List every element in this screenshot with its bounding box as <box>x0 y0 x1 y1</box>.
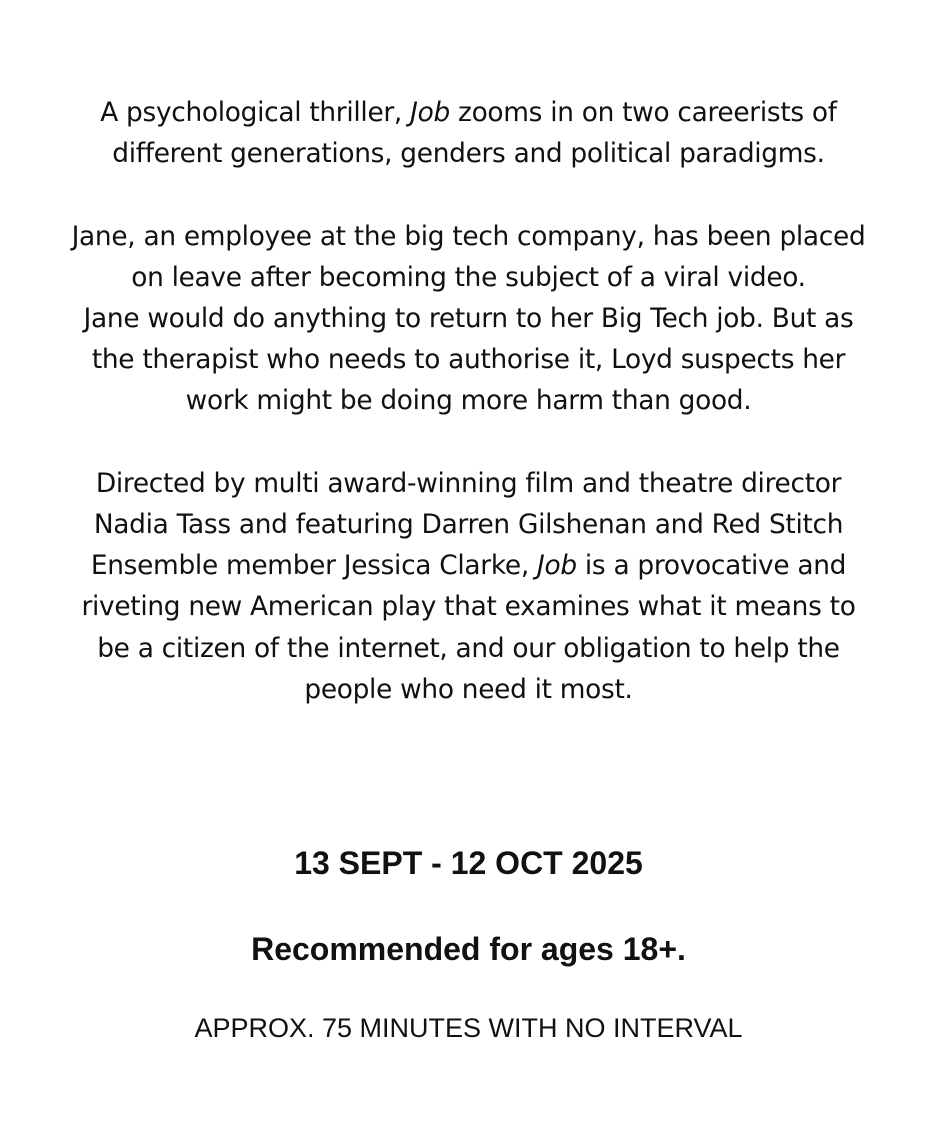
text-line: Nadia Tass and featuring Darren Gilshenan and Red Stitch <box>93 509 844 540</box>
text-line: work might be doing more harm than good. <box>185 385 752 417</box>
show-description <box>30 92 907 710</box>
text-line: Directed by multi award-winning film and theatre director <box>95 467 842 499</box>
text-line: be a citizen of the internet, and our obligation to help the <box>97 632 840 664</box>
text-line: different generations, genders and political paradigms. <box>112 138 825 170</box>
age-recommendation: Recommended for ages 18+. <box>251 931 686 967</box>
text-line: Jane would do anything to return to her Big Tech job. But as <box>83 303 854 334</box>
play-title: Job <box>410 97 450 128</box>
synopsis-plot-paragraph <box>30 216 907 422</box>
text-line: on leave after becoming the subject of a viral video. <box>131 261 806 293</box>
text-line: the therapist who needs to authorise it, Loyd suspects her <box>91 344 846 376</box>
runtime-info: APPROX. 75 MINUTES WITH NO INTERVAL <box>194 1013 743 1043</box>
text-line: Ensemble member Jessica Clarke, Job is a provocative and <box>90 550 847 582</box>
text-line: Jane, an employee at the big tech company, has been placed <box>71 220 866 252</box>
text-line: riveting new American play that examines what it means to <box>81 591 856 623</box>
paragraph-spacer <box>30 174 907 215</box>
credits-paragraph <box>30 463 907 710</box>
synopsis-intro-paragraph <box>30 92 907 174</box>
text-line: A psychological thriller, Job zooms in on two careerists of <box>100 97 837 128</box>
play-title: Job <box>537 550 577 582</box>
paragraph-spacer <box>30 422 907 463</box>
season-dates: 13 SEPT - 12 OCT 2025 <box>294 845 643 881</box>
text-line: people who need it most. <box>304 673 633 705</box>
